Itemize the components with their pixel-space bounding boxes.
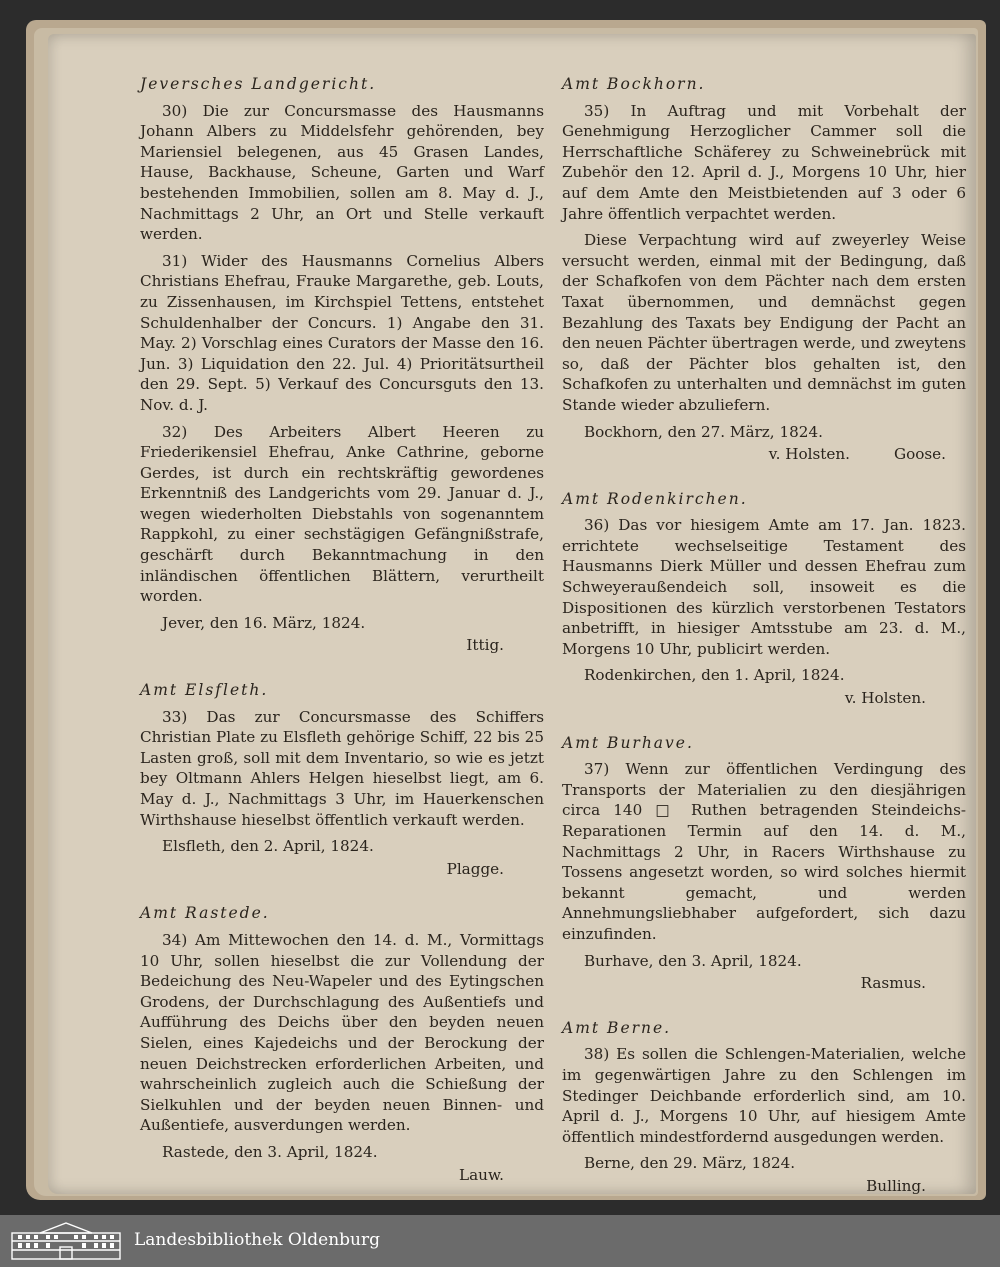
signature xyxy=(140,859,544,880)
right-column xyxy=(562,74,966,1197)
signatory-name: v. Holsten. xyxy=(844,689,926,708)
notice-paragraph: 34) Am Mittewochen den 14. d. M., Vormittags 10 Uhr, sollen hieselbst die zur Vollendung der Bedeichung des Neu-Wapeler und des Eytingschen Grodens, der Durchschlagung des Außentiefs und Aufführung des Deichs über den beyden neuen Sielen, eines Kajedeichs und der Berockung der neuen Deichstrecken erforderlichen Arbeiten, und wahrscheinlich zugleich auch die Schießung der Sielkuhlen und der beyden neuen Binnen- und Außentiefe, ausverdungen werden. xyxy=(140,930,544,1135)
section-heading: Amt Bockhorn. xyxy=(562,75,706,93)
notice-paragraph: Diese Verpachtung wird auf zweyerley Weise versucht werden, einmal mit der Bedingung, daß der Schafkofen von dem Pächter nach dem ersten Taxat übernommen, und demnächst gegen Bezahlung des Taxats bey Endigung der Pacht an den neuen Pächter übertragen werde, und zweytens so, daß der Pächter blos gehalten ist, den Schafkofen zu unterhalten und demnächst im guten Stande wieder abzuliefern. xyxy=(562,231,966,414)
library-building-icon xyxy=(10,1221,122,1261)
dateline: Berne, den 29. März, 1824. xyxy=(584,1154,796,1173)
signature xyxy=(562,1176,966,1197)
signatory-name: Bulling. xyxy=(866,1176,926,1195)
signatory-name: Goose. xyxy=(893,445,946,464)
signature xyxy=(562,444,966,465)
signature xyxy=(562,973,966,994)
notice-paragraph: 37) Wenn zur öffentlichen Verdingung des Transports der Materialien zu den diesjährigen circa 140 □ Ruthen betragenden Steindeichs-Reparationen Termin auf den 14. d. M., Nachmittags 2 Uhr, in Racers Wirthshause zu Tossens angesetzt worden, so wird solches hiermit bekannt gemacht, und werden Annehmungsliebhaber aufgefordert, sich dazu einzufinden. xyxy=(562,760,966,943)
dateline: Rastede, den 3. April, 1824. xyxy=(162,1142,378,1161)
notice-paragraph: 33) Das zur Concursmasse des Schiffers Christian Plate zu Elsfleth gehörige Schiff, 22 bis 25 Lasten groß, soll mit dem Inventario, so wie es jetzt bey Oltmann Ahlers Helgen hieselbst liegt, am 6. May d. J., Nachmittags 3 Uhr, im Hauerkenschen Wirthshause hieselbst öffentlich verkauft werden. xyxy=(140,707,544,829)
signatory-name: Rasmus. xyxy=(860,974,926,993)
section-heading: Amt Elsfleth. xyxy=(140,681,269,700)
notice-paragraph: 38) Es sollen die Schlengen-Materialien, welche im gegenwärtigen Jahre zu den Schlengen im Stedinger Deichbande erforderlich sind, am 10. April d. J., Morgens 10 Uhr, auf hiesigem Amte öffentlich mindestfordernd ausgedungen werden. xyxy=(562,1045,966,1146)
notice-paragraph: 31) Wider des Hausmanns Cornelius Albers Christians Ehefrau, Frauke Margarethe, geb. Louts, zu Zissenhausen, im Kirchspiel Tettens, entstehet Schuldenhalber der Concurs. 1) Angabe den 31. May. 2) Vorschlag eines Curators der Masse den 16. Jun. 3) Liquidation den 22. Jul. 4) Prioritätsurtheil den 29. Sept. 5) Verkauf des Concursguts den 13. Nov. d. J. xyxy=(140,251,544,414)
section-heading: Amt Rodenkirchen. xyxy=(562,489,748,508)
left-column xyxy=(140,74,544,1185)
dateline: Burhave, den 3. April, 1824. xyxy=(584,951,802,970)
notice-paragraph: 30) Die zur Concursmasse des Hausmanns Johann Albers zu Middelsfehr gehörenden, bey Mariensiel belegenen, aus 45 Grasen Landes, Hause, Backhause, Scheune, Garten und Warf bestehenden Immobilien, sollen am 8. May d. J., Nachmittags 2 Uhr, an Ort und Stelle verkauft werden. xyxy=(140,101,544,244)
section-heading: Amt Burhave. xyxy=(562,733,694,752)
signatory-name: v. Holsten. xyxy=(768,445,850,464)
section-heading: Amt Berne. xyxy=(562,1018,672,1037)
library-name: Landesbibliothek Oldenburg xyxy=(134,1230,381,1250)
dateline: Rodenkirchen, den 1. April, 1824. xyxy=(584,666,845,685)
section-heading: Amt Rastede. xyxy=(140,904,270,923)
notice-paragraph: 32) Des Arbeiters Albert Heeren zu Friederikensiel Ehefrau, Anke Cathrine, geborne Gerdes, ist durch ein rechtskräftig gewordenes Erkenntniß des Landgerichts vom 29. Januar d. J., wegen wiederholten Diebstahls von sogenanntem Rappkohl, zu einer sechstägigen Gefängnißstrafe, geschärft durch Bekanntmachung in den inländischen öffentlichen Blättern, verurtheilt worden. xyxy=(140,422,544,606)
dateline: Bockhorn, den 27. März, 1824. xyxy=(584,422,823,441)
signature xyxy=(562,688,966,709)
dateline: Jever, den 16. März, 1824. xyxy=(162,613,366,632)
dateline: Elsfleth, den 2. April, 1824. xyxy=(162,837,374,856)
notice-paragraph: 35) In Auftrag und mit Vorbehalt der Genehmigung Herzoglicher Cammer soll die Herrschaftliche Schäferey zu Schweinebrück mit Zubehör den 12. April d. J., Morgens 10 Uhr, hier auf dem Amte den Meistbietenden auf 3 oder 6 Jahre öffentlich verpachtet werden. xyxy=(562,101,966,223)
signature xyxy=(140,635,544,656)
footer-bar xyxy=(0,1215,1000,1267)
signatory-name: Plagge. xyxy=(446,859,504,878)
signatory-name: Ittig. xyxy=(466,636,504,655)
section-heading: Jeversches Landgericht. xyxy=(140,75,377,93)
notice-paragraph: 36) Das vor hiesigem Amte am 17. Jan. 1823. errichtete wechselseitige Testament des Hausmanns Dierk Müller und dessen Ehefrau zum Schweyeraußendeich soll, insoweit es die Dispositionen des kürzlich verstorbenen Testators anbetrifft, in hiesiger Amtsstube am 23. d. M., Morgens 10 Uhr, publicirt werden. xyxy=(562,516,966,658)
signatory-name: Lauw. xyxy=(459,1165,504,1184)
signature xyxy=(140,1165,544,1186)
